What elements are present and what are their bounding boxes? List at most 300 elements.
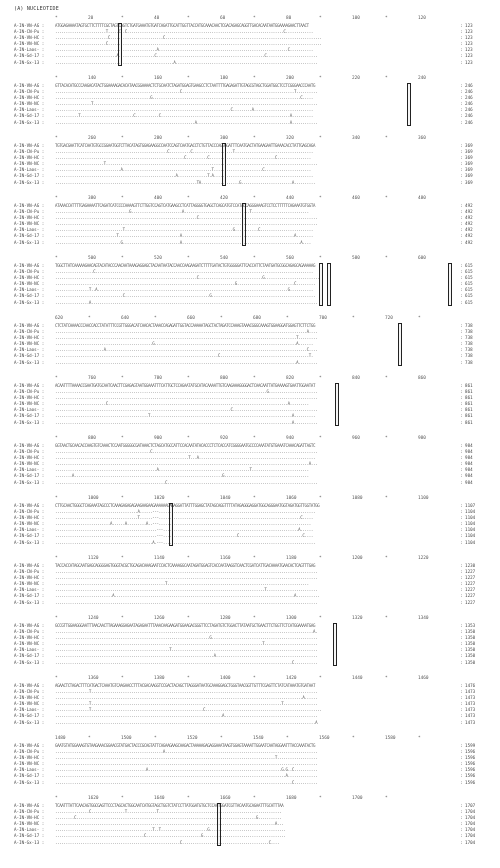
sequence-text: ........................................................................................................................A... (55, 461, 318, 467)
position-number: : 123 (460, 23, 473, 28)
position-number: : 369 (460, 167, 473, 173)
ruler-tick-label: 680 (253, 316, 261, 321)
ruler-tick-label: * (121, 76, 124, 81)
position-number: : 1104 (460, 521, 476, 527)
sequence-text: TACCACCATAGCAATGAGCAGGGGAGTGGGTACGCTGCAGACAAAGAATCCACTCAAAAGGCAATAGATGGAGTCACCAATAAGGTCAACTCGATCATTGACAAAATGAACACTCAGTTTGAG (55, 563, 316, 568)
ruler-tick-label: 300 (220, 136, 228, 141)
sequence-text: ................T.....................................................C....................................................... (55, 707, 322, 713)
sequence-text: .............................................................C..........C...............................C................ (55, 155, 311, 161)
strain-label: A-IN-CN-Pu : (14, 629, 45, 635)
ruler-tick-label: 140 (88, 76, 96, 81)
ruler-tick-label: * (385, 16, 388, 21)
sequence-text: GGTAACTGCAACACCAAGTGTCAAACTCCAATGGGGGCGATAAACTCTAGCATGCCATTCCACAATATACACCCTCTCACCATCGGGGAATGCCCCAAATATGTGAAATCAAACAGATTAGTC (55, 443, 316, 448)
ruler-tick-label: 240 (418, 76, 426, 81)
ruler-tick-label: 1340 (418, 616, 429, 621)
ruler-tick-label: 340 (352, 136, 360, 141)
position-number: : 984 (460, 443, 473, 448)
ruler-tick-label: * (385, 676, 388, 681)
ruler-tick-label: * (187, 496, 190, 501)
strain-label: A-IN-VN-AG : (14, 503, 45, 508)
sequence-row (14, 780, 494, 786)
ruler-tick-label: * (253, 256, 256, 261)
ruler-tick-label: 1580 (385, 736, 396, 741)
ruler-tick-label: * (88, 736, 91, 741)
position-number: : 984 (460, 461, 473, 467)
sequence-row (14, 420, 494, 426)
ruler-tick-label: 1400 (220, 676, 231, 681)
strain-label: A-IN-CN-Pu : (14, 749, 45, 755)
strain-label: A-IN-VN-AG : (14, 743, 45, 748)
strain-label: A-IN-Gx-13 : (14, 179, 45, 185)
ruler-tick-label: * (55, 376, 58, 381)
strain-label: A-IN-VN-HC : (14, 395, 45, 401)
position-number: : 1596 (460, 761, 476, 767)
ruler-tick-label: * (187, 136, 190, 141)
ruler-tick-label: 1260 (154, 616, 165, 621)
sequence-text: ..........................................................................................................................A. (55, 629, 318, 635)
strain-label: A-IN-VN-AG : (14, 683, 45, 688)
strain-label: A-IN-CN-Pu : (14, 29, 45, 35)
strain-label: A-IN-CN-Pu : (14, 449, 45, 455)
alignment-block (14, 556, 494, 606)
sequence-text: ATGGAGAAAATAGTGCTTCTTTTCGCTAGTCAGTCTGATGAAATGTGATCAGATTGCATTGGTTACCATGCAAACAACTCGACAGAGCAGGTTGACACAATAATGGAAAAGAACTTAACT (55, 23, 309, 28)
sequence-text: ...........T.........................C...........C.............................................................A.......... (55, 113, 313, 119)
sequence-text: ..............................................G...................................................................A....... (55, 341, 313, 347)
position-number: : 492 (460, 209, 473, 215)
position-number: : 1704 (460, 809, 476, 815)
ruler-tick-label: 540 (220, 256, 228, 261)
highlight-box (448, 263, 452, 306)
position-number: : 861 (460, 395, 473, 401)
strain-label: A-IN-VN-AG : (14, 383, 45, 388)
strain-label: A-IN-VN-NC : (14, 521, 45, 527)
alignment-block (14, 316, 494, 366)
position-number: : 1104 (460, 539, 476, 545)
strain-label: A-IN-VN-NC : (14, 701, 45, 707)
sequence-text: ................T........................................................................................................... (55, 689, 318, 695)
alignment-block (14, 76, 494, 126)
highlight-box (242, 203, 246, 246)
sequence-text: TGGCTTATCAAAAAGAACAGTACATACCCAACAATAAAGAGGAGCTACAATAATACCAACCAAGAAGATCTTTTGATACTGTGGGGGATTCACCATTCTAATGATGCGGCAGAGCAGAAAAAG (55, 263, 316, 268)
strain-label: A-IN-VN-AG : (14, 803, 45, 808)
ruler-tick-label: * (187, 76, 190, 81)
strain-label: A-IN-Laos- : (14, 107, 45, 113)
position-number: : 369 (460, 173, 473, 179)
sequence-text: GAATGTATGGAAAGTGTAAGAAACGGAACGTATGACTACCCGCAGTATTCAGAAGAAGCAAGACTAAAAAGAGAGGAAATAAGTGGAGTAAAATTGGAATCAATAGGAATTTACCAAATACTG (55, 743, 316, 748)
position-number: : 738 (460, 347, 473, 353)
ruler-tick-label: 940 (286, 436, 294, 441)
strain-label: A-IN-VN-HC : (14, 695, 45, 701)
ruler-tick-label: * (253, 496, 256, 501)
position-number: : 738 (460, 329, 473, 335)
ruler-tick-label: 1060 (286, 496, 297, 501)
highlight-box (222, 143, 226, 186)
sequence-text: .........................................................A..............T.A............................................... (55, 173, 313, 179)
position-number: : 1596 (460, 755, 476, 761)
position-number: : 246 (460, 119, 473, 125)
ruler-tick-label: 20 (88, 16, 94, 21)
ruler-tick-label: 1240 (88, 616, 99, 621)
position-number: : 1350 (460, 641, 476, 647)
position-number: : 246 (460, 89, 473, 95)
position-number: : 123 (460, 29, 473, 35)
position-number: : 1350 (460, 647, 476, 653)
ruler-tick-label: 500 (88, 256, 96, 261)
alignment-block (14, 736, 494, 786)
sequence-text: ......................................................T..................................................................... (55, 647, 318, 653)
ruler-tick-label: 1300 (286, 616, 297, 621)
ruler-tick-label: * (187, 256, 190, 261)
position-number: : 1473 (460, 713, 476, 719)
position-number: : 1704 (460, 839, 476, 845)
ruler-tick-label: 1180 (286, 556, 297, 561)
position-number: : 1704 (460, 833, 476, 839)
ruler-tick-label: 1040 (220, 496, 231, 501)
ruler-tick-label: * (319, 436, 322, 441)
ruler-tick-label: 1660 (220, 796, 231, 801)
strain-label: A-IN-VN-HC : (14, 815, 45, 821)
position-number: : 861 (460, 401, 473, 407)
strain-label: A-IN-Gx-13 : (14, 419, 45, 425)
position-number: : 984 (460, 473, 473, 479)
ruler-tick-label: 820 (286, 376, 294, 381)
strain-label: A-IN-Laos- : (14, 767, 45, 773)
strain-label: A-IN-Laos- : (14, 527, 45, 533)
sequence-text: ...........................A.....................................................................................A........... (55, 593, 320, 599)
ruler-tick-label: 1220 (418, 556, 429, 561)
sequence-text: ................T..........................................................................................T................ (55, 701, 318, 707)
sequence-row (14, 180, 494, 186)
sequence-text: ............................................T...................................................................A.......... (55, 413, 316, 419)
position-number: : 123 (460, 35, 473, 41)
sequence-row (14, 600, 494, 606)
ruler-tick-label: 180 (220, 76, 228, 81)
ruler-tick-label: 960 (352, 436, 360, 441)
sequence-row (14, 360, 494, 366)
ruler-tick-label: * (319, 376, 322, 381)
sequence-text: ....................................................C....................................................................... (55, 479, 318, 485)
strain-label: A-IN-Gd-17 : (14, 593, 45, 599)
position-number: : 1473 (460, 707, 476, 713)
strain-label: A-IN-Gx-13 : (14, 659, 45, 665)
position-number: : 615 (460, 299, 473, 305)
position-ruler (14, 676, 494, 683)
ruler-tick-label: 160 (154, 76, 162, 81)
strain-label: A-IN-VN-NC : (14, 461, 45, 467)
strain-label: A-IN-Laos- : (14, 827, 45, 833)
sequence-text: ........................T.....C..C..........................................................................C............. (55, 29, 313, 35)
ruler-tick-label: * (121, 496, 124, 501)
sequence-text: ...................................G........................A...............................T........................... (55, 209, 309, 215)
alignment-block (14, 376, 494, 426)
sequence-text: .................T.......................................................................................................... (55, 101, 318, 107)
strain-label: A-IN-VN-AG : (14, 143, 45, 148)
strain-label: A-IN-Laos- : (14, 227, 45, 233)
sequence-text: ...................................................................................C.........A............................ (55, 107, 313, 113)
sequence-text: ..................C....................................................................................................... (55, 269, 313, 275)
ruler-tick-label: 1280 (220, 616, 231, 621)
strain-label: A-IN-Laos- : (14, 347, 45, 353)
position-number: : 615 (460, 293, 473, 299)
sequence-text: ...................................................................................C........................................ (55, 407, 318, 413)
ruler-tick-label: 260 (88, 136, 96, 141)
position-number: : 246 (460, 113, 473, 119)
ruler-tick-label: * (121, 676, 124, 681)
ruler-tick-label: * (385, 796, 388, 801)
position-number: : 1473 (460, 689, 476, 695)
sequence-text: .............................A.................C...................................................C........................ (55, 53, 318, 59)
ruler-tick-label: 720 (385, 316, 393, 321)
ruler-tick-label: 900 (154, 436, 162, 441)
position-ruler (14, 16, 494, 23)
sequence-text: ...............................A..........................................T.......................C...................... (55, 167, 311, 173)
strain-label: A-IN-Gx-13 : (14, 719, 45, 725)
ruler-tick-label: * (55, 496, 58, 501)
position-number: : 123 (460, 59, 473, 65)
position-number: : 369 (460, 143, 473, 148)
position-number: : 738 (460, 353, 473, 359)
ruler-tick-label: * (385, 136, 388, 141)
position-number: : 1707 (460, 803, 476, 808)
ruler-tick-label: * (385, 496, 388, 501)
ruler-tick-label: * (253, 676, 256, 681)
position-number: : 1227 (460, 581, 476, 587)
ruler-tick-label: * (352, 316, 355, 321)
position-number: : 1704 (460, 827, 476, 833)
strain-label: A-IN-Gd-17 : (14, 233, 45, 239)
position-number: : 1473 (460, 701, 476, 707)
strain-label: A-IN-VN-AG : (14, 443, 45, 448)
sequence-text: .........................................................................G.................................................. (55, 635, 318, 641)
ruler-tick-label: * (154, 316, 157, 321)
position-ruler (14, 76, 494, 83)
sequence-text: ...........................................................C.........................................C.... (55, 839, 280, 845)
position-number: : 1476 (460, 683, 476, 688)
ruler-tick-label: * (286, 736, 289, 741)
highlight-box (398, 323, 402, 366)
sequence-text: ............................................................................................................................ (55, 569, 318, 575)
strain-label: A-IN-CN-Pu : (14, 149, 45, 155)
sequence-text: .........C.....................................................................................G........... (55, 815, 282, 821)
sequence-text: ........................................................................................................T................... (55, 755, 318, 761)
strain-label: A-IN-Gx-13 : (14, 359, 45, 365)
strain-label: A-IN-VN-NC : (14, 341, 45, 347)
sequence-text: ................................C........................................G................................................. (55, 293, 316, 299)
alignment-block (14, 436, 494, 486)
position-ruler (14, 196, 494, 203)
highlight-box (335, 383, 339, 426)
strain-label: A-IN-Gd-17 : (14, 113, 45, 119)
position-number: : 738 (460, 323, 473, 328)
ruler-tick-label: * (121, 796, 124, 801)
ruler-tick-label: * (220, 316, 223, 321)
sequence-row (14, 720, 494, 726)
position-number: : 492 (460, 203, 473, 208)
position-ruler (14, 616, 494, 623)
ruler-tick-label: * (187, 556, 190, 561)
ruler-tick-label: 200 (286, 76, 294, 81)
position-number: : 369 (460, 155, 473, 161)
alignment-block (14, 676, 494, 726)
sequence-text: ....................................................................................................G....................... (55, 389, 318, 395)
ruler-tick-label: * (55, 616, 58, 621)
strain-label: A-IN-CN-Pu : (14, 89, 45, 95)
ruler-tick-label: * (121, 196, 124, 201)
strain-label: A-IN-Gd-17 : (14, 293, 45, 299)
sequence-text: ..............................................A.---........................................................................ (55, 539, 316, 545)
position-number: : 1227 (460, 587, 476, 593)
position-number: : 861 (460, 389, 473, 395)
ruler-tick-label: * (187, 196, 190, 201)
ruler-tick-label: 440 (286, 196, 294, 201)
sequence-text: ................................................---...................................C..............................C.... (55, 533, 313, 539)
highlight-box (319, 263, 323, 306)
ruler-tick-label: * (385, 256, 388, 261)
ruler-tick-label: * (253, 16, 256, 21)
ruler-tick-label: * (418, 316, 421, 321)
sequence-text: CTTGCAACTGGGCTCAGAAATAGCCCTCAAAGAGAGAGAAGAAGAAGAAAAAAGAGAGGATTATTTGGAGCTATAGCAGGTTTTATAGAGGGAGGATGGCAGGGAATGGTAGATGGTTGGTATGG (55, 503, 320, 508)
sequence-text: ........................................................................................................A... (55, 821, 284, 827)
ruler-tick-label: 1140 (154, 556, 165, 561)
position-number: : 369 (460, 161, 473, 167)
ruler-tick-label: 280 (154, 136, 162, 141)
ruler-tick-label: 1420 (286, 676, 297, 681)
strain-label: A-IN-VN-NC : (14, 221, 45, 227)
sequence-text: ...........................................................................A................................................ (55, 653, 318, 659)
position-number: : 615 (460, 269, 473, 275)
alignment-block (14, 796, 494, 846)
sequence-text: .........................C.........................C.......................................................................... (55, 35, 322, 41)
strain-label: A-IN-VN-NC : (14, 401, 45, 407)
ruler-tick-label: 420 (220, 196, 228, 201)
position-ruler (14, 556, 494, 563)
highlight-box (217, 803, 221, 846)
ruler-tick-label: * (319, 256, 322, 261)
position-number: : 738 (460, 359, 473, 365)
strain-label: A-IN-Gd-17 : (14, 173, 45, 179)
ruler-tick-label: 1700 (352, 796, 363, 801)
ruler-tick-label: 40 (154, 16, 160, 21)
alignment-block (14, 616, 494, 666)
strain-label: A-IN-Gd-17 : (14, 533, 45, 539)
position-number: : 615 (460, 275, 473, 281)
ruler-tick-label: 100 (352, 16, 360, 21)
strain-label: A-IN-CN-Pu : (14, 269, 45, 275)
ruler-tick-label: 520 (154, 256, 162, 261)
ruler-tick-label: 760 (88, 376, 96, 381)
alignment-block (14, 256, 494, 306)
ruler-tick-label: * (253, 76, 256, 81)
sequence-text: .............................................................................C..........................................T. (55, 353, 313, 359)
position-number: : 492 (460, 233, 473, 239)
ruler-tick-label: 1000 (88, 496, 99, 501)
ruler-tick-label: 120 (418, 16, 426, 21)
strain-label: A-IN-Gd-17 : (14, 773, 45, 779)
strain-label: A-IN-Laos- : (14, 647, 45, 653)
alignment-block (14, 16, 494, 66)
ruler-tick-label: 1680 (286, 796, 297, 801)
sequence-text: ...........................................A...............................................................G.G..C........... (55, 767, 318, 773)
highlight-box (407, 83, 411, 126)
alignment-block (14, 496, 494, 546)
sequence-text: ................................................................................................................C........... (55, 779, 318, 785)
ruler-tick-label: 1120 (88, 556, 99, 561)
position-number: : 123 (460, 41, 473, 47)
sequence-text: ...........................................................................................................................A (55, 719, 318, 725)
strain-label: A-IN-VN-NC : (14, 821, 45, 827)
ruler-tick-label: 1100 (418, 496, 429, 501)
position-ruler (14, 256, 494, 263)
strain-label: A-IN-VN-NC : (14, 761, 45, 767)
position-number: : 1473 (460, 719, 476, 725)
ruler-tick-label: 380 (88, 196, 96, 201)
ruler-tick-label: * (121, 436, 124, 441)
position-number: : 246 (460, 107, 473, 113)
ruler-tick-label: * (385, 556, 388, 561)
sequence-row (14, 300, 494, 306)
ruler-tick-label: * (385, 196, 388, 201)
sequence-row (14, 540, 494, 546)
ruler-tick-label: 1360 (88, 676, 99, 681)
strain-label: A-IN-Laos- : (14, 407, 45, 413)
ruler-tick-label: * (55, 136, 58, 141)
position-number: : 861 (460, 407, 473, 413)
sequence-text: ............................................................................................................................ (55, 761, 318, 767)
position-number: : 1350 (460, 629, 476, 635)
sequence-row (14, 660, 494, 666)
strain-label: A-IN-VN-AG : (14, 83, 45, 88)
ruler-tick-label: 1020 (154, 496, 165, 501)
ruler-tick-label: 1500 (121, 736, 132, 741)
sequence-text: ....................................................T................................................................... (55, 581, 309, 587)
sequence-text: ...................................................................C..............................G.......................... (55, 275, 320, 281)
ruler-tick-label: 920 (220, 436, 228, 441)
ruler-tick-label: * (55, 676, 58, 681)
position-number: : 861 (460, 383, 473, 388)
sequence-text: ............................................................................................................................ (55, 221, 318, 227)
page-title: (A) NUCLEOTIDE (14, 6, 59, 12)
ruler-tick-label: * (55, 796, 58, 801)
ruler-tick-label: * (187, 376, 190, 381)
alignment-block (14, 136, 494, 186)
strain-label: A-IN-Laos- : (14, 467, 45, 473)
strain-label: A-IN-Gd-17 : (14, 473, 45, 479)
strain-label: A-IN-CN-Pu : (14, 329, 45, 335)
sequence-text: ................................T...................................................G...........C......................... (55, 227, 313, 233)
sequence-text: ........A......................................................................G........................................ (55, 473, 309, 479)
ruler-tick-label: * (319, 136, 322, 141)
position-number: : 1230 (460, 563, 476, 568)
highlight-box (333, 623, 337, 666)
position-number: : 369 (460, 179, 473, 185)
position-number: : 492 (460, 215, 473, 221)
sequence-text: ............................................................................................................................ (55, 599, 318, 605)
ruler-tick-label: * (286, 316, 289, 321)
ruler-tick-label: * (55, 256, 58, 261)
ruler-tick-label: * (253, 796, 256, 801)
sequence-text: TGTGACGAATTCATCAATGTGCCGGAATGGTCTTACATAGTGGAGAAGGCCAATCCAGTCAATGACCTCTGTTACCCAGGGGATTTCAATGACTATGAAGAATTGAAACACCTATTGAGCAGA (55, 143, 316, 148)
position-number: : 1353 (460, 623, 476, 628)
ruler-tick-label: * (55, 196, 58, 201)
strain-label: A-IN-VN-HC : (14, 275, 45, 281)
strain-label: A-IN-Gd-17 : (14, 653, 45, 659)
sequence-text: .....................................................C..........C...................T..................................... (55, 149, 313, 155)
strain-label: A-IN-VN-NC : (14, 101, 45, 107)
sequence-text: ATAAACCATTTTGAGAAAATTCAGATCATCCCCAAAAGTTCTTGGTCCAGTCATGAAGCCTCATTAGGGGTGAGCTCAGCATGTCCATACCAGGGAAAGTCCTCCTTTTTCAGAAATGTGGTA (55, 203, 316, 208)
strain-label: A-IN-CN-Pu : (14, 209, 45, 215)
sequence-text: .......................................A......---.......................................................................... (55, 509, 316, 515)
ruler-tick-label: * (220, 736, 223, 741)
